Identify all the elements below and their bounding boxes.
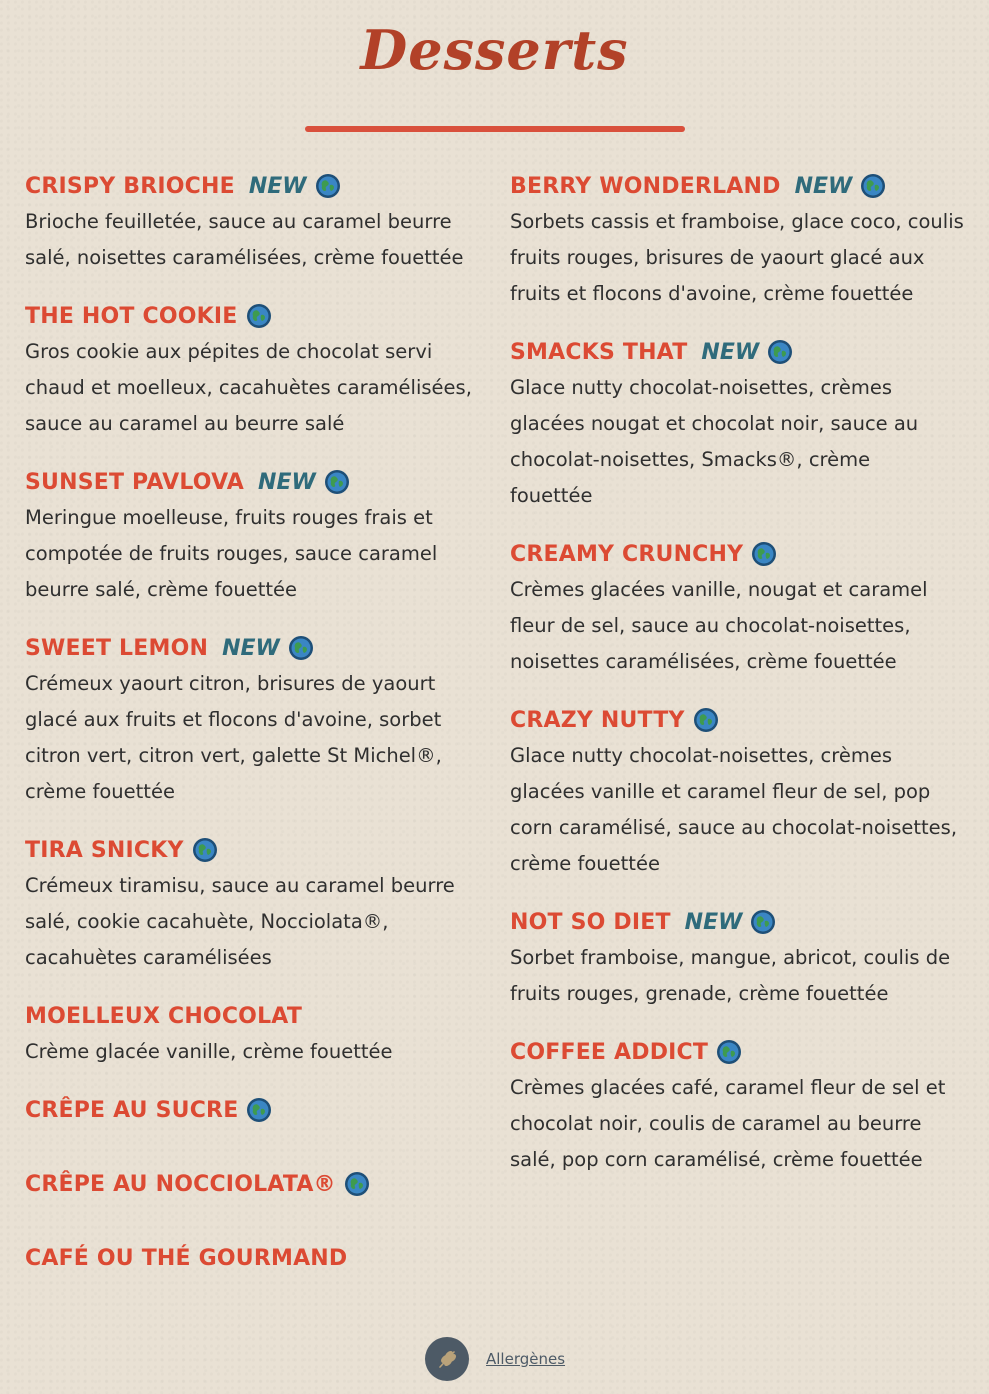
menu-item-description: Brioche feuilletée, sauce au caramel beurre salé, noisettes caramélisées, crème fouettée [25, 210, 464, 269]
allergens-link[interactable]: Allergènes [486, 1350, 566, 1368]
allergens-button[interactable] [425, 1337, 469, 1381]
new-badge: NEW [684, 909, 743, 935]
new-badge: NEW [258, 469, 316, 495]
menu-item-header [510, 168, 970, 204]
menu-item [510, 904, 970, 1012]
menu-item-header [25, 1166, 475, 1202]
menu-item-header [510, 334, 970, 370]
menu-item [25, 298, 475, 442]
globe-icon [767, 339, 793, 365]
menu-item-name: CRÊPE AU SUCRE [25, 1097, 239, 1123]
menu-item-header [25, 1240, 475, 1276]
menu-item-description: Gros cookie aux pépites de chocolat servi chaud et moelleux, cacahuètes caramélisées, sauce au caramel au beurre salé [25, 340, 472, 435]
menu-item-header [510, 1034, 970, 1070]
new-badge: NEW [701, 339, 760, 365]
menu-item-name: CRAZY NUTTY [510, 707, 685, 733]
menu-item [510, 334, 970, 514]
new-badge: NEW [794, 173, 853, 199]
globe-icon [324, 469, 350, 495]
globe-icon [860, 173, 886, 199]
menu-item [510, 168, 970, 312]
menu-item-header [25, 630, 475, 666]
globe-icon [693, 707, 719, 733]
menu-item-name: CRÊPE AU NOCCIOLATA® [25, 1171, 336, 1197]
menu-item [25, 998, 475, 1070]
globe-icon [246, 303, 272, 329]
menu-item-name: SUNSET PAVLOVA [25, 469, 245, 495]
new-badge: NEW [222, 635, 280, 661]
menu-item [25, 832, 475, 976]
menu-item [25, 464, 475, 608]
menu-item-name: SMACKS THAT [510, 339, 688, 365]
menu-item-name: COFFEE ADDICT [510, 1039, 709, 1065]
menu-item-name: THE HOT COOKIE [25, 303, 238, 329]
menu-item-description: Sorbets cassis et framboise, glace coco, coulis fruits rouges, brisures de yaourt glacé aux fruits et flocons d'avoine, crème fouettée [510, 210, 964, 305]
menu-item [510, 536, 970, 680]
menu-item-header [510, 536, 970, 572]
menu-item-name: SWEET LEMON [25, 635, 209, 661]
menu-item-description: Crèmes glacées vanille, nougat et caramel fleur de sel, sauce au chocolat-noisettes, noisettes caramélisées, crème fouettée [510, 578, 928, 673]
page-title: Desserts [360, 18, 629, 82]
menu-item-description: Meringue moelleuse, fruits rouges frais et compotée de fruits rouges, sauce caramel beurre salé, crème fouettée [25, 506, 438, 601]
right-menu-column [510, 168, 970, 1200]
menu-item [25, 1240, 475, 1276]
menu-item-name: BERRY WONDERLAND [510, 173, 781, 199]
menu-item-header [25, 832, 475, 868]
menu-item [510, 702, 970, 882]
globe-icon [288, 635, 314, 661]
menu-item-header [510, 702, 970, 738]
menu-item-header [25, 998, 475, 1034]
menu-item [25, 630, 475, 810]
menu-item-header [510, 904, 970, 940]
menu-item [25, 1166, 475, 1202]
menu-item-header [25, 298, 475, 334]
menu-item-description: Glace nutty chocolat-noisettes, crèmes glacées nougat et chocolat noir, sauce au chocolat-noisettes, Smacks®, crème fouettée [510, 376, 919, 507]
globe-icon [716, 1039, 742, 1065]
globe-icon [315, 173, 341, 199]
menu-item-description: Crèmes glacées café, caramel fleur de sel et chocolat noir, coulis de caramel au beurre salé, pop corn caramélisé, crème fouettée [510, 1076, 946, 1171]
menu-item [25, 168, 475, 276]
menu-item-name: CREAMY CRUNCHY [510, 541, 744, 567]
menu-item-name: CAFÉ OU THÉ GOURMAND [25, 1245, 348, 1271]
globe-icon [192, 837, 218, 863]
left-menu-column [25, 168, 475, 1314]
menu-item [25, 1092, 475, 1128]
menu-item-description: Crème glacée vanille, crème fouettée [25, 1040, 393, 1063]
globe-icon [750, 909, 776, 935]
menu-item [510, 1034, 970, 1178]
footer [425, 1337, 565, 1381]
title-underline [305, 126, 685, 132]
menu-item-header [25, 464, 475, 500]
menu-item-name: CRISPY BRIOCHE [25, 173, 235, 199]
menu-item-description: Crémeux yaourt citron, brisures de yaourt glacé aux fruits et flocons d'avoine, sorbet citron vert, citron vert, galette St Michel®, crème fouettée [25, 672, 442, 803]
new-badge: NEW [248, 173, 307, 199]
menu-item-description: Crémeux tiramisu, sauce au caramel beurre salé, cookie cacahuète, Nocciolata®, cacahuètes caramélisées [25, 874, 455, 969]
globe-icon [344, 1171, 370, 1197]
menu-item-name: TIRA SNICKY [25, 837, 184, 863]
menu-item-header [25, 1092, 475, 1128]
globe-icon [246, 1097, 272, 1123]
menu-item-header [25, 168, 475, 204]
menu-item-description: Glace nutty chocolat-noisettes, crèmes glacées vanille et caramel fleur de sel, pop corn caramélisé, sauce au chocolat-noisettes, crème fouettée [510, 744, 958, 875]
globe-icon [751, 541, 777, 567]
menu-item-name: NOT SO DIET [510, 909, 671, 935]
menu-item-description: Sorbet framboise, mangue, abricot, coulis de fruits rouges, grenade, crème fouettée [510, 946, 951, 1005]
menu-item-name: MOELLEUX CHOCOLAT [25, 1003, 303, 1029]
wheat-icon [434, 1346, 460, 1372]
